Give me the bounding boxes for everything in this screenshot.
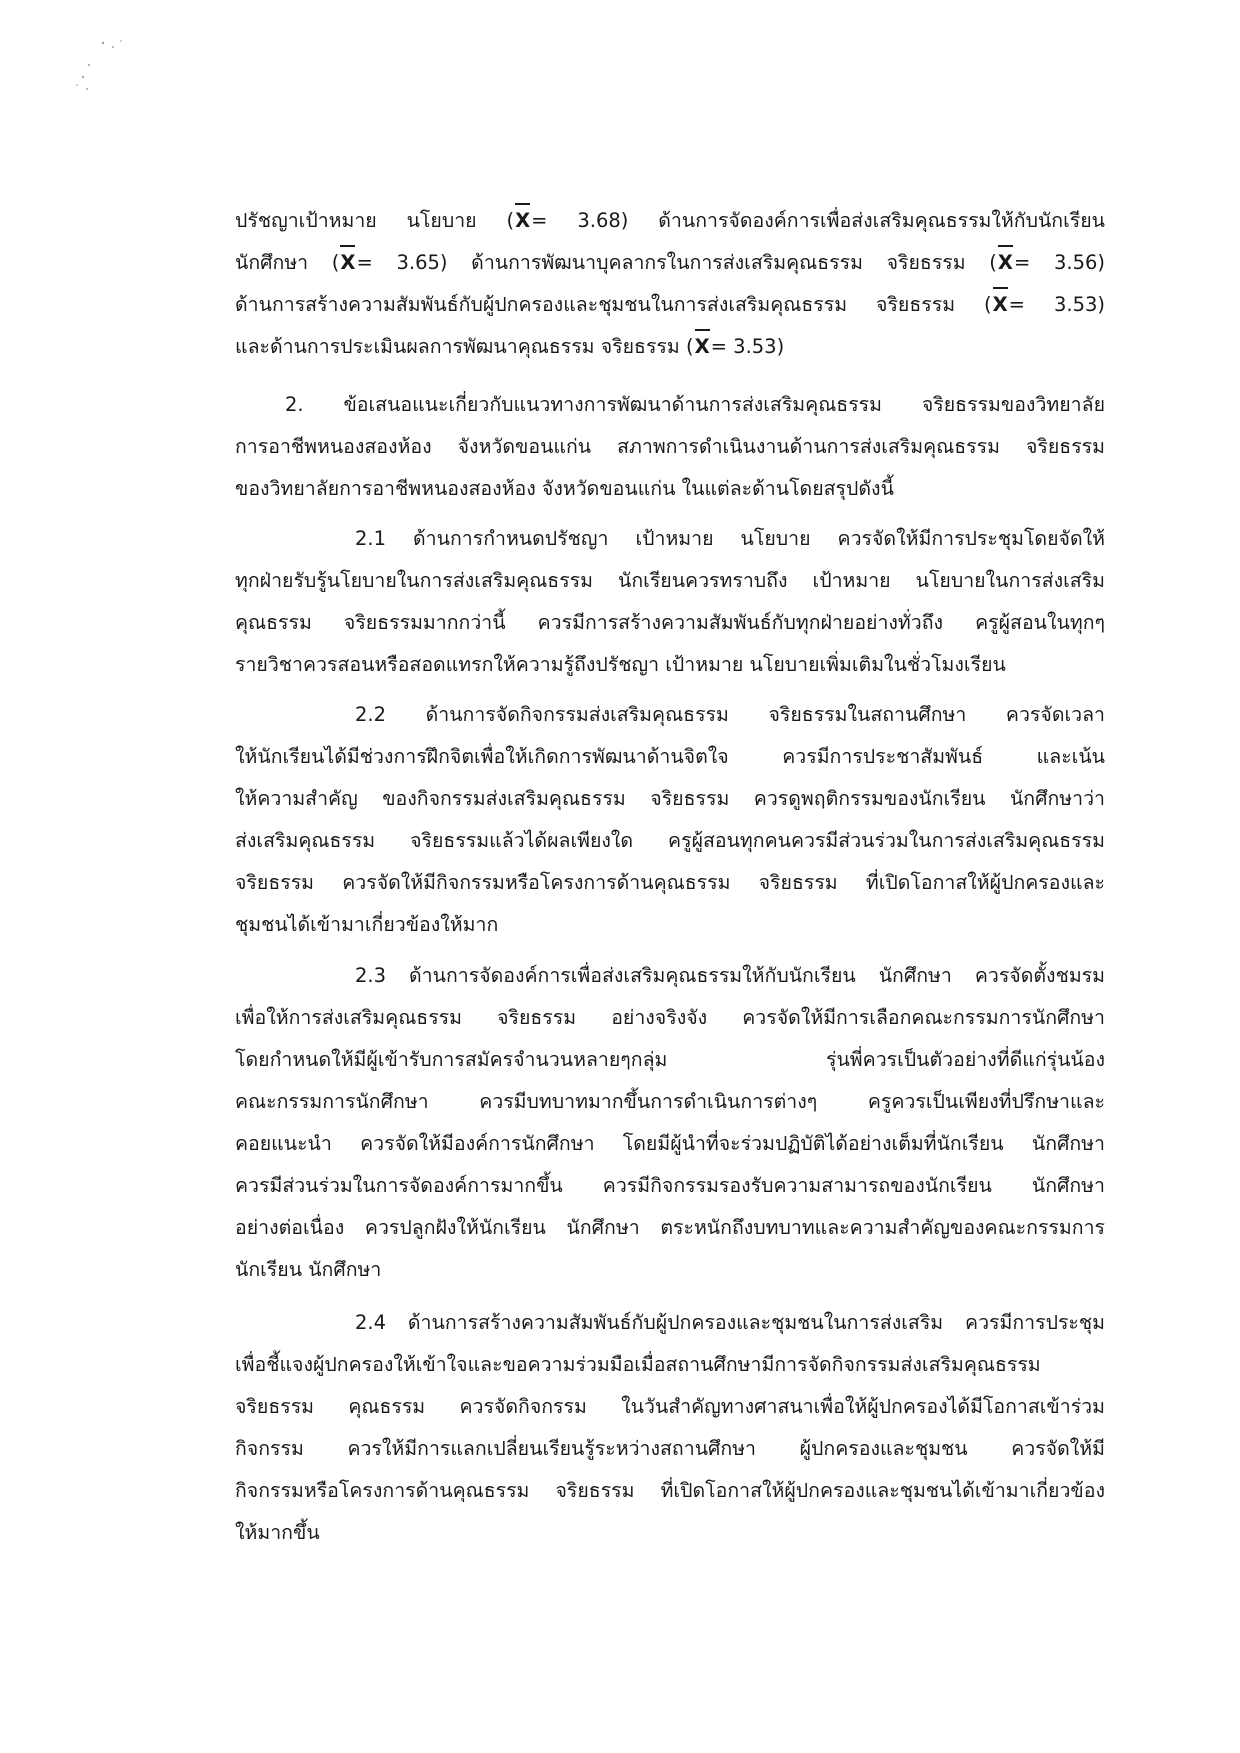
summary-text: ปรัชญาเป้าหมาย นโยบาย (	[235, 209, 515, 232]
paragraph-line: ทุกฝ่ายรับรู้นโยบายในการส่งเสริมคุณธรรม นักเรียนควรทราบถึง เป้าหมาย นโยบายในการส่งเสริม	[235, 569, 1105, 592]
paragraph-line: รายวิชาควรสอนหรือสอดแทรกให้ความรู้ถึงปรัชญา เป้าหมาย นโยบายเพิ่มเติมในชั่วโมงเรียน	[235, 653, 1006, 676]
summary-text: = 3.53)	[1008, 293, 1105, 316]
paragraph-line: ให้ความสำคัญ ของกิจกรรมส่งเสริมคุณธรรม จริยธรรม ควรดูพฤติกรรมของนักเรียน นักศึกษาว่า	[235, 787, 1105, 810]
paragraph-line: จริยธรรม คุณธรรม ควรจัดกิจกรรม ในวันสำคัญทางศาสนาเพื่อให้ผู้ปกครองได้มีโอกาสเข้าร่วม	[235, 1395, 1105, 1418]
paragraph-line: 2.3 ด้านการจัดองค์การเพื่อส่งเสริมคุณธรรมให้กับนักเรียน นักศึกษา ควรจัดตั้งชมรม	[355, 964, 1105, 987]
paragraph-line: เพื่อให้การส่งเสริมคุณธรรม จริยธรรม อย่างจริงจัง ควรจัดให้มีการเลือกคณะกรรมการนักศึกษา	[235, 1006, 1105, 1029]
summary-text: = 3.53)	[710, 335, 785, 358]
summary-line-3	[235, 284, 1105, 326]
section-2-paragraph	[235, 384, 1105, 510]
summary-text: = 3.68) ด้านการจัดองค์การเพื่อส่งเสริมคุณธรรมให้กับนักเรียน	[531, 209, 1105, 232]
paragraph-line: เพื่อชี้แจงผู้ปกครองให้เข้าใจและขอความร่วมมือเมื่อสถานศึกษามีการจัดกิจกรรมส่งเสริมคุณธรรม	[235, 1353, 1041, 1376]
scan-specks-decoration	[55, 35, 145, 105]
paragraph-line: 2. ข้อเสนอแนะเกี่ยวกับแนวทางการพัฒนาด้านการส่งเสริมคุณธรรม จริยธรรมของวิทยาลัย	[285, 393, 1105, 416]
paragraph-line: 2.2 ด้านการจัดกิจกรรมส่งเสริมคุณธรรม จริยธรรมในสถานศึกษา ควรจัดเวลา	[355, 703, 1105, 726]
paragraph-line: ของวิทยาลัยการอาชีพหนองสองห้อง จังหวัดขอนแก่น ในแต่ละด้านโดยสรุปดังนี้	[235, 477, 894, 500]
summary-line-2	[235, 242, 1105, 284]
section-2-2-paragraph	[235, 694, 1105, 946]
paragraph-line: อย่างต่อเนื่อง ควรปลูกฝังให้นักเรียน นักศึกษา ตระหนักถึงบทบาทและความสำคัญของคณะกรรมการ	[235, 1216, 1105, 1239]
paragraph-line: ให้มากขึ้น	[235, 1521, 320, 1544]
paragraph-line: การอาชีพหนองสองห้อง จังหวัดขอนแก่น สภาพการดำเนินงานด้านการส่งเสริมคุณธรรม จริยธรรม	[235, 435, 1105, 458]
summary-text: = 3.56)	[1013, 251, 1105, 274]
paragraph-line: นักเรียน นักศึกษา	[235, 1258, 382, 1281]
paragraph-line: คุณธรรม จริยธรรมมากกว่านี้ ควรมีการสร้างความสัมพันธ์กับทุกฝ่ายอย่างทั่วถึง ครูผู้สอนในทุกๆ	[235, 611, 1105, 634]
summary-text: นักศึกษา (	[235, 251, 340, 274]
paragraph-line: ให้นักเรียนได้มีช่วงการฝึกจิตเพื่อให้เกิดการพัฒนาด้านจิตใจ ควรมีการประชาสัมพันธ์ และเน้น	[235, 745, 1105, 768]
section-2-4-paragraph	[235, 1302, 1105, 1554]
mean-symbol: X	[694, 326, 711, 368]
paragraph-line: คณะกรรมการนักศึกษา ควรมีบทบาทมากขึ้นการดำเนินการต่างๆ ครูควรเป็นเพียงที่ปรึกษาและ	[235, 1090, 1105, 1113]
section-2-1-paragraph	[235, 518, 1105, 686]
summary-text: และด้านการประเมินผลการพัฒนาคุณธรรม จริยธรรม (	[235, 335, 694, 358]
paragraph-line: ชุมชนได้เข้ามาเกี่ยวข้องให้มาก	[235, 913, 499, 936]
mean-symbol: X	[997, 242, 1014, 284]
section-2-3-paragraph	[235, 955, 1105, 1291]
mean-symbol: X	[514, 200, 531, 242]
paragraph-line: ส่งเสริมคุณธรรม จริยธรรมแล้วได้ผลเพียงใด ครูผู้สอนทุกคนควรมีส่วนร่วมในการส่งเสริมคุณธรรม	[235, 829, 1105, 852]
summary-text: = 3.65) ด้านการพัฒนาบุคลากรในการส่งเสริมคุณธรรม จริยธรรม (	[356, 251, 997, 274]
paragraph-line: คอยแนะนำ ควรจัดให้มีองค์การนักศึกษา โดยมีผู้นำที่จะร่วมปฏิบัติได้อย่างเต็มที่นักเรียน นักศึกษา	[235, 1132, 1105, 1155]
summary-line-4	[235, 326, 1105, 368]
paragraph-line: โดยกำหนดให้มีผู้เข้ารับการสมัครจำนวนหลายๆกลุ่ม รุ่นพี่ควรเป็นตัวอย่างที่ดีแก่รุ่นน้อง	[235, 1048, 1105, 1071]
paragraph-line: จริยธรรม ควรจัดให้มีกิจกรรมหรือโครงการด้านคุณธรรม จริยธรรม ที่เปิดโอกาสให้ผู้ปกครองและ	[235, 871, 1105, 894]
paragraph-line: 2.1 ด้านการกำหนดปรัชญา เป้าหมาย นโยบาย ควรจัดให้มีการประชุมโดยจัดให้	[355, 527, 1105, 550]
paragraph-line: 2.4 ด้านการสร้างความสัมพันธ์กับผู้ปกครองและชุมชนในการส่งเสริม ควรมีการประชุม	[355, 1311, 1105, 1334]
mean-symbol: X	[992, 284, 1009, 326]
paragraph-line: กิจกรรม ควรให้มีการแลกเปลี่ยนเรียนรู้ระหว่างสถานศึกษา ผู้ปกครองและชุมชน ควรจัดให้มี	[235, 1437, 1105, 1460]
summary-text: ด้านการสร้างความสัมพันธ์กับผู้ปกครองและชุมชนในการส่งเสริมคุณธรรม จริยธรรม (	[235, 293, 992, 316]
summary-paragraph	[235, 200, 1105, 368]
mean-symbol: X	[339, 242, 356, 284]
paragraph-line: ควรมีส่วนร่วมในการจัดองค์การมากขึ้น ควรมีกิจกรรมรองรับความสามารถของนักเรียน นักศึกษา	[235, 1174, 1105, 1197]
summary-line-1	[235, 200, 1105, 242]
paragraph-line: กิจกรรมหรือโครงการด้านคุณธรรม จริยธรรม ที่เปิดโอกาสให้ผู้ปกครองและชุมชนได้เข้ามาเกี่ยวข้อง	[235, 1479, 1105, 1502]
